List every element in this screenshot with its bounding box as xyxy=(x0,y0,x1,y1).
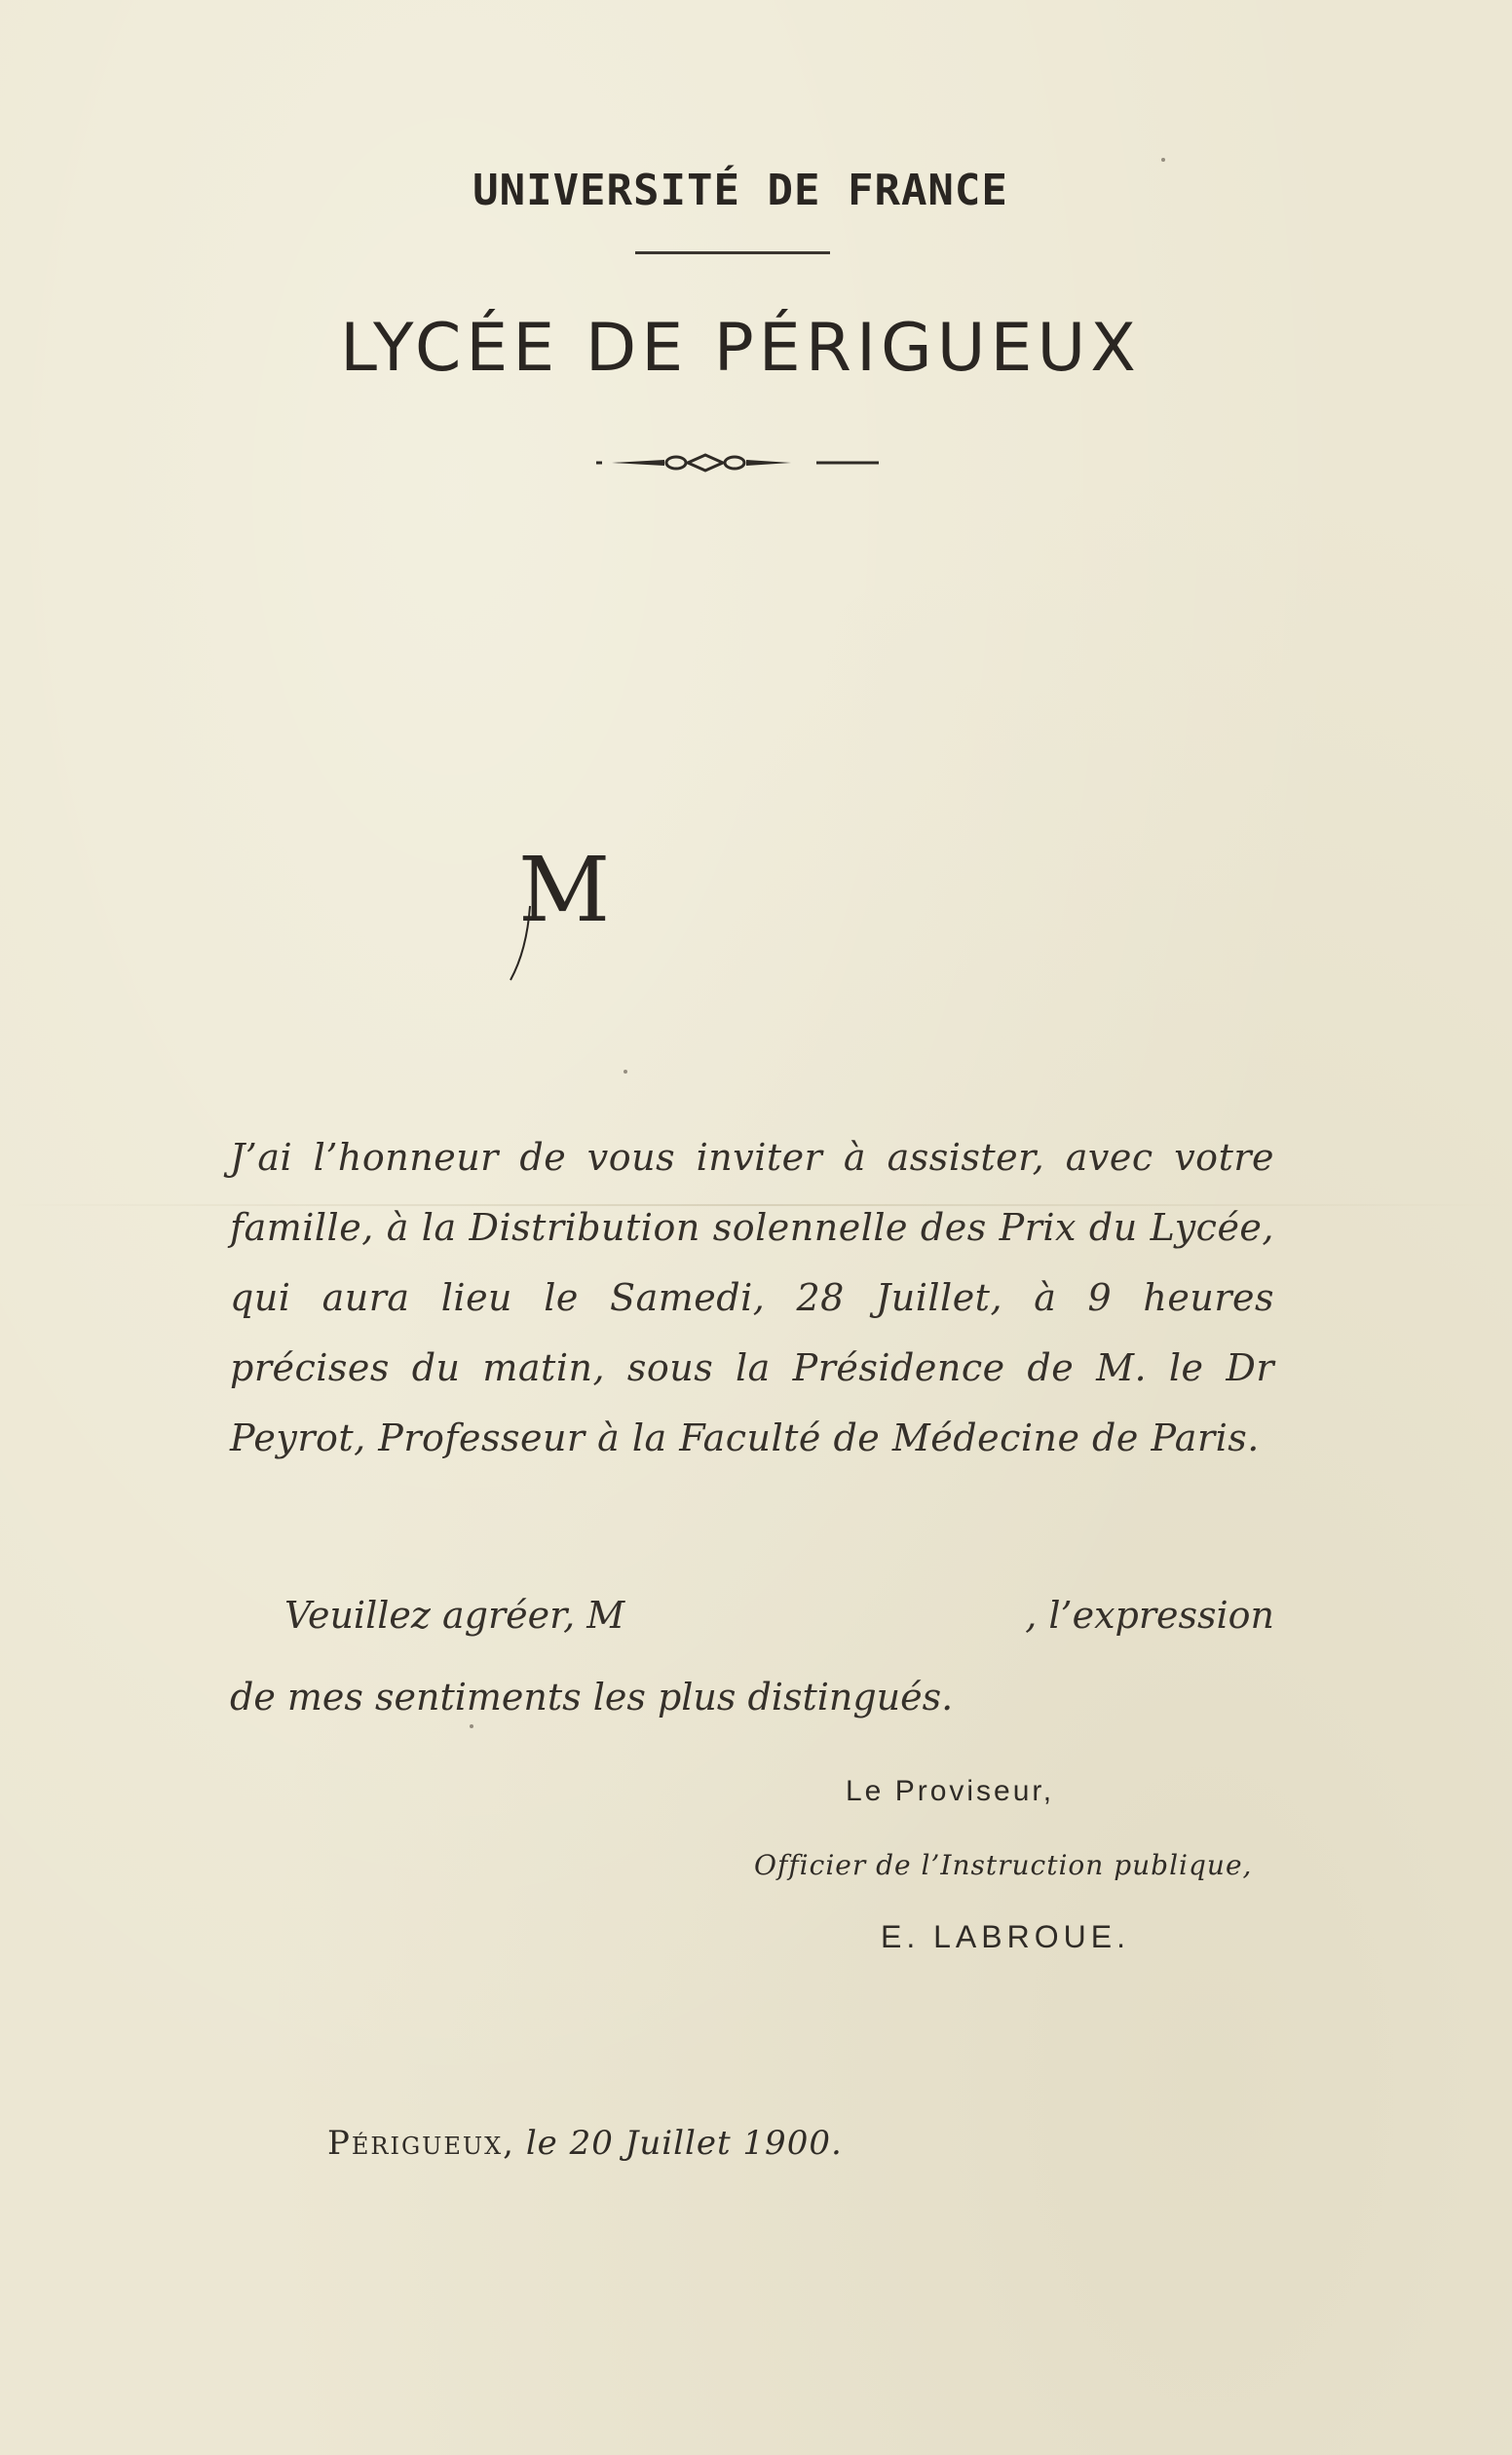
paper-speck xyxy=(624,1070,627,1074)
closing-formula xyxy=(230,1574,1274,1738)
salutation-flourish-icon xyxy=(507,904,536,982)
signatory-office: Officier de l’Instruction publique, xyxy=(754,1849,1253,1881)
salutation-initial: M xyxy=(518,838,611,942)
invitation-paragraph: J’ai l’honneur de vous inviter à assister, avec votre famille, à la Distribution solennelle des Prix du Lycée, qui aura lieu le Samedi, 28 Juillet, à 9 heures précises du matin, sous la Présidence de M. le Dr Peyrot, Professeur à la Faculté de Médecine de Paris. xyxy=(230,1136,1274,1459)
paper-speck xyxy=(1161,158,1165,162)
closing-line-1 xyxy=(230,1574,1274,1656)
closing-line-2: de mes sentiments les plus distingués. xyxy=(230,1676,954,1718)
signatory-title: Le Proviseur, xyxy=(846,1775,1055,1807)
place-and-date xyxy=(327,2124,843,2163)
closing-end: , l’expression xyxy=(1025,1594,1274,1637)
dateline-place: Périgueux, xyxy=(327,2124,515,2163)
dateline-date: le 20 Juillet 1900. xyxy=(525,2124,843,2163)
signatory-name: E. LABROUE. xyxy=(881,1919,1130,1954)
university-heading: UNIVERSITÉ DE FRANCE xyxy=(472,166,1008,215)
school-heading: LYCÉE DE PÉRIGUEUX xyxy=(340,310,1141,387)
ornament-divider-icon xyxy=(596,448,879,477)
closing-start: Veuillez agréer, M xyxy=(284,1594,625,1637)
heading-divider xyxy=(635,251,830,254)
